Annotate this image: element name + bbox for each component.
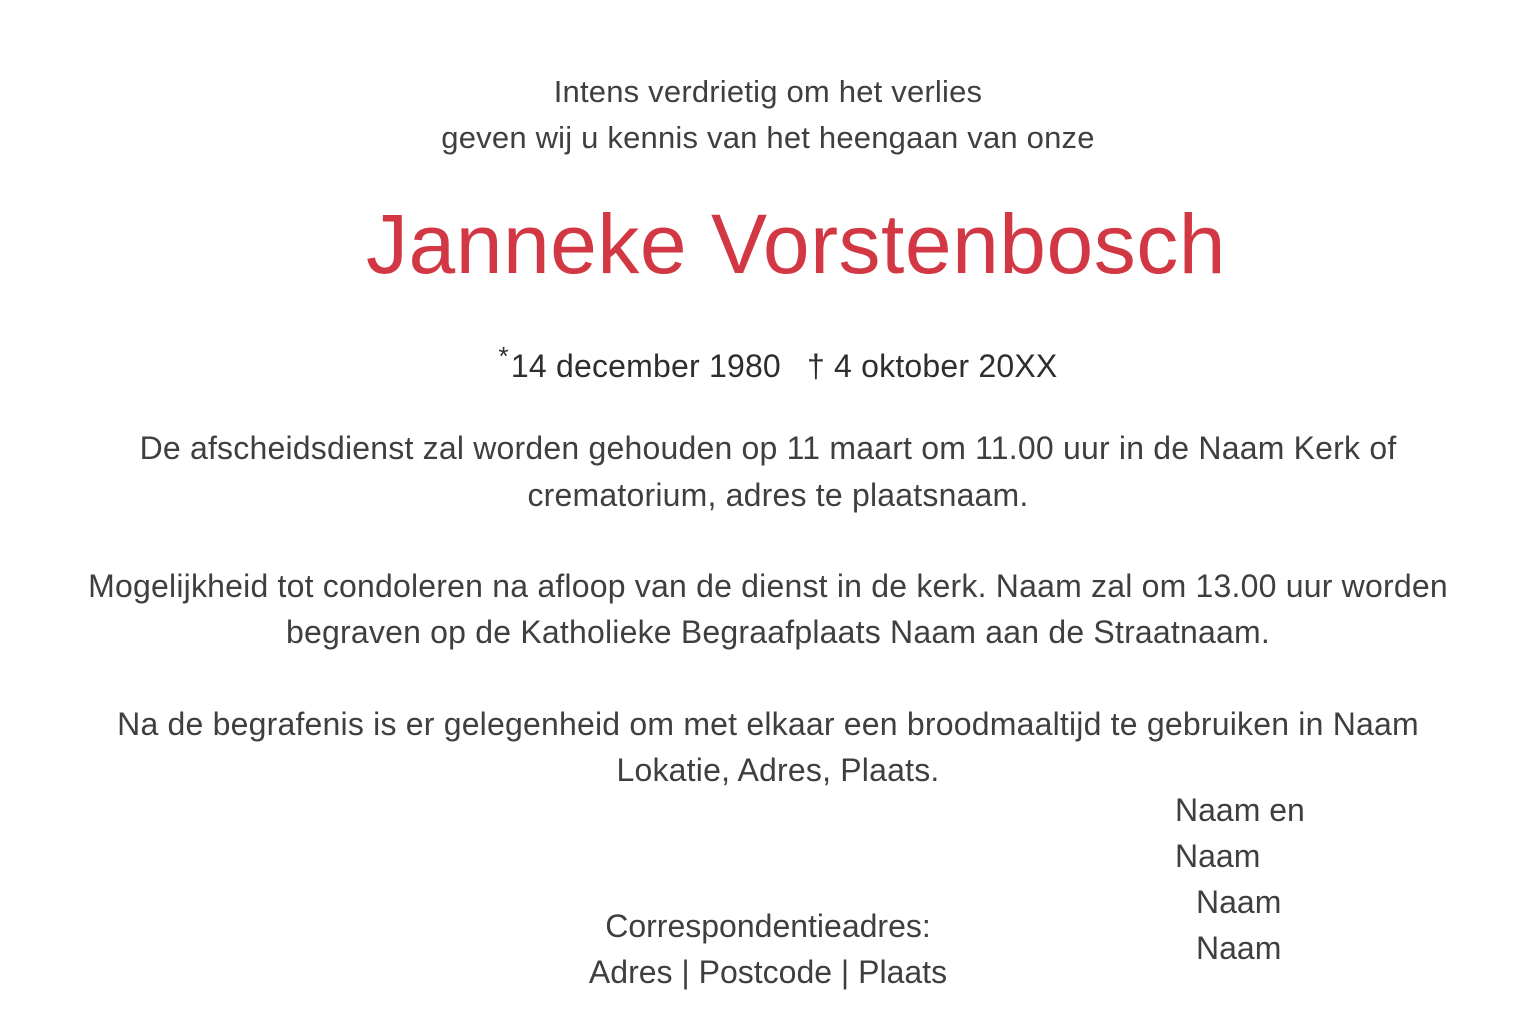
signatory-4: Naam — [1196, 930, 1282, 966]
birth-date: 14 december 1980 — [510, 348, 781, 384]
service-line-2: crematorium, adres te plaatsnaam. — [527, 477, 1029, 513]
intro-line-1: Intens verdrietig om het verlies — [553, 74, 983, 109]
condolence-line-1: Mogelijkheid tot condoleren na afloop van de dienst in de kerk. Naam zal om 13.00 uur worden — [88, 568, 1448, 604]
death-symbol: † — [806, 348, 825, 384]
correspondence-address: Adres | Postcode | Plaats — [588, 954, 948, 990]
signatory-1: Naam en — [1175, 792, 1305, 828]
birth-symbol: * — [498, 341, 509, 371]
death-date: 4 oktober 20XX — [834, 348, 1058, 384]
intro-line-2: geven wij u kennis van het heengaan van onze — [441, 120, 1095, 155]
correspondence-label: Correspondentieadres: — [605, 908, 931, 944]
signatory-3: Naam — [1196, 884, 1282, 920]
deceased-name: Janneke Vorstenbosch — [366, 197, 1226, 291]
life-dates — [10, 341, 1536, 385]
service-line-1: De afscheidsdienst zal worden gehouden op 11 maart om 11.00 uur in de Naam Kerk of — [139, 430, 1397, 466]
condolence-line-2: begraven op de Katholieke Begraafplaats Naam aan de Straatnaam. — [286, 614, 1270, 650]
meal-line-2: Lokatie, Adres, Plaats. — [616, 752, 940, 788]
signatory-2: Naam — [1175, 838, 1261, 874]
meal-line-1: Na de begrafenis is er gelegenheid om met elkaar een broodmaaltijd te gebruiken in Naam — [117, 706, 1419, 742]
